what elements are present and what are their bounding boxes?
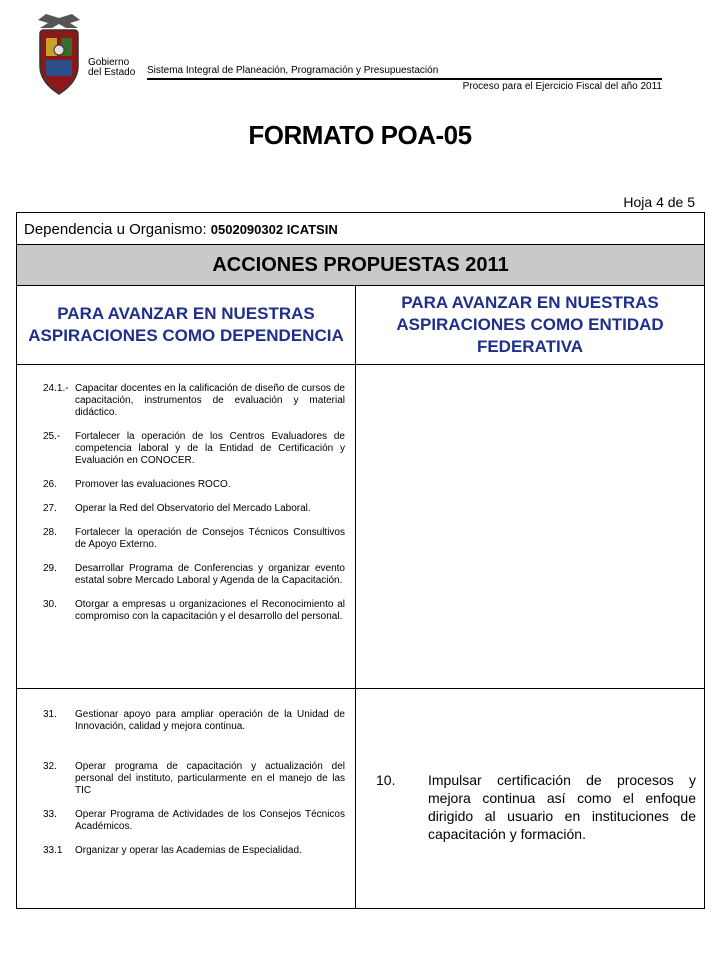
list-item: 28. Fortalecer la operación de Consejos Técnicos Consultivos de Apoyo Externo. [43,527,345,550]
row2-left-cell [17,689,356,909]
gobierno-label: Gobierno del Estado [88,57,136,78]
list-item: 24.1.- Capacitar docentes en la calificación de diseño de cursos de capacitación, instrumentos de evaluación y material didáctico. [43,383,345,418]
row1-right-cell [356,365,705,689]
list-item: 32. Operar programa de capacitación y actualización del personal del instituto, particularmente en el manejo de las TIC [43,761,345,796]
dependency-label: Dependencia u Organismo: [24,221,211,238]
list-item: 25.- Fortalecer la operación de los Centros Evaluadores de competencia laboral y de la Entidad de Certificación y Evaluación en CONOCER. [43,431,345,466]
row1-left-cell [17,365,356,689]
row2-right-cell [356,689,705,909]
header-rule [147,78,662,80]
list-item: 30. Otorgar a empresas u organizaciones el Reconocimiento al compromiso con la capacitación y el desarrollo del personal. [43,599,345,622]
list-item: 27. Operar la Red del Observatorio del Mercado Laboral. [43,503,311,514]
document-header [0,0,720,110]
actions-table [16,212,705,909]
section-title: ACCIONES PROPUESTAS 2011 [17,245,705,286]
page-number: Hoja 4 de 5 [623,194,695,210]
process-name: Proceso para el Ejercicio Fiscal del año 2011 [462,81,662,92]
list-item: 33.1 Organizar y operar las Academias de Especialidad. [43,845,302,856]
list-item: 31. Gestionar apoyo para ampliar operación de la Unidad de Innovación, calidad y mejora continua. [43,709,345,732]
list-item: 33. Operar Programa de Actividades de los Consejos Técnicos Académicos. [43,809,345,832]
dependency-value: 0502090302 ICATSIN [210,222,338,237]
system-name: Sistema Integral de Planeación, Programación y Presupuestación [147,65,439,76]
list-item: 29. Desarrollar Programa de Conferencias y organizar evento estatal sobre Mercado Laboral y Agenda de la Capacitación. [43,563,345,586]
list-item: 26. Promover las evaluaciones ROCO. [43,479,231,490]
list-item: 10. Impulsar certificación de procesos y mejora continua así como el enfoque dirigido al usuario en instituciones de capacitación y formación. [376,771,697,842]
column-header-entity: PARA AVANZAR EN NUESTRAS ASPIRACIONES COMO ENTIDAD FEDERATIVA [356,286,705,365]
column-header-dependency: PARA AVANZAR EN NUESTRAS ASPIRACIONES COMO DEPENDENCIA [17,286,356,365]
page-title: FORMATO POA-05 [248,120,472,150]
dependency-row [17,213,705,245]
state-seal-icon [34,14,84,98]
